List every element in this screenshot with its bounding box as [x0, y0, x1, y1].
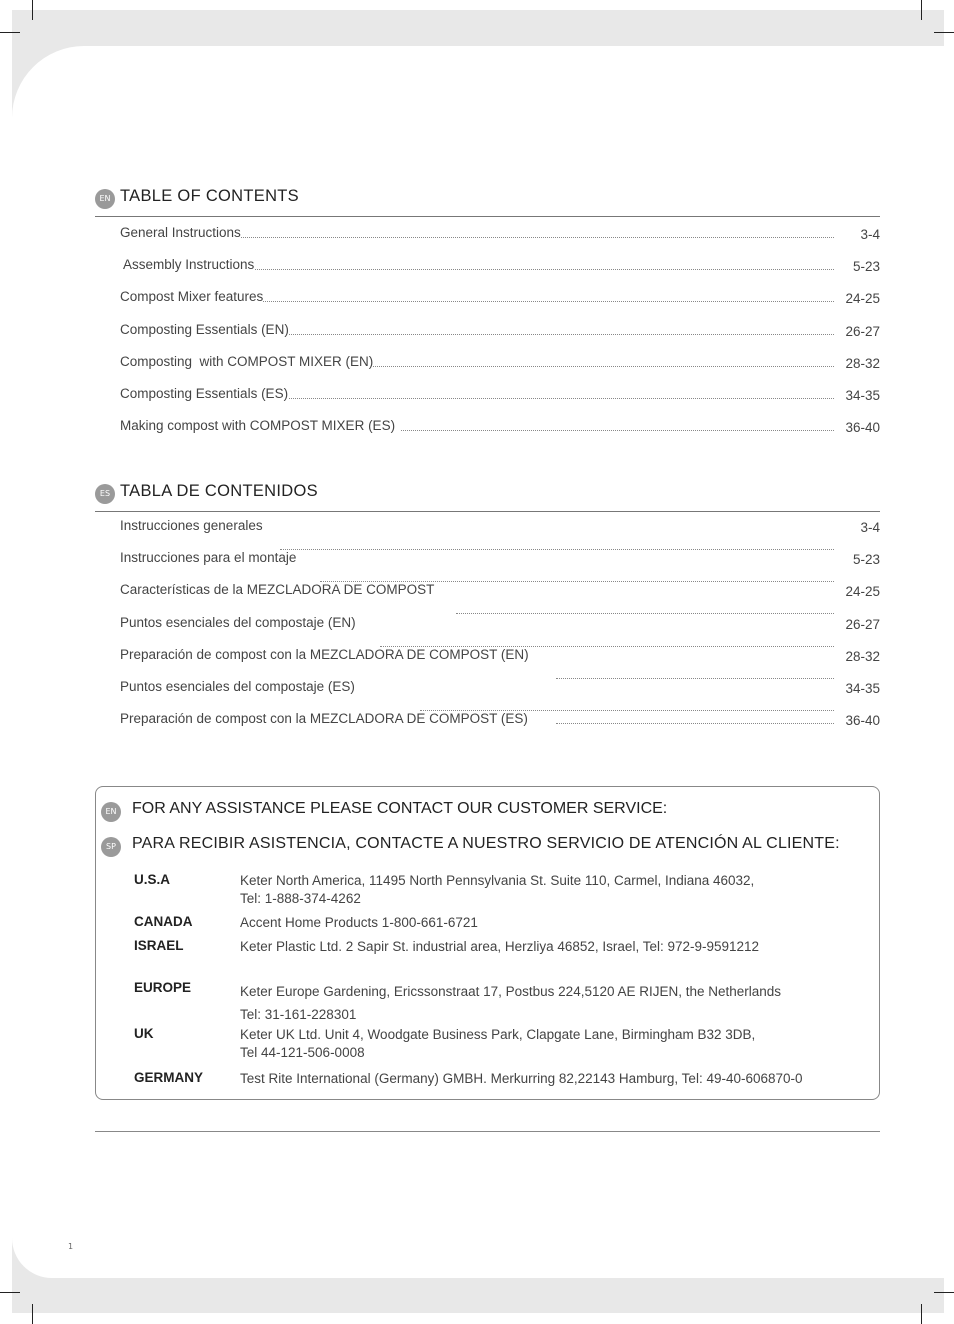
contact-info-line: Tel: 31-161-228301: [240, 1007, 357, 1022]
toc-entry-label: Compost Mixer features: [120, 289, 264, 305]
contact-heading-sp: PARA RECIBIR ASISTENCIA, CONTACTE A NUESTRO SERVICIO DE ATENCIÓN AL CLIENTE:: [132, 835, 840, 852]
toc-entry-label: Puntos esenciales del compostaje (EN): [120, 614, 356, 630]
toc-entry[interactable]: [120, 512, 880, 544]
toc-entry[interactable]: [120, 251, 880, 283]
toc-entry-label: Preparación de compost con la MEZCLADORA DE COMPOST (ES): [120, 711, 528, 727]
toc-en-section: [95, 182, 880, 444]
toc-en-list: [120, 219, 880, 444]
page-number: 1: [68, 1242, 74, 1251]
toc-es-list: [120, 512, 880, 737]
contact-info-line: Keter Europe Gardening, Ericssonstraat 17, Postbus 224,5120 AE RIJEN, the Netherlands: [240, 984, 782, 999]
toc-entry[interactable]: [120, 544, 880, 576]
crop-mark: [921, 1304, 922, 1324]
toc-entry-label: Assembly Instructions: [120, 257, 255, 273]
contact-info-line: Keter UK Ltd. Unit 4, Woodgate Business Park, Clapgate Lane, Birmingham B32 3DB,: [240, 1027, 756, 1042]
toc-entry-pages: 5-23: [852, 259, 880, 275]
crop-mark: [0, 32, 20, 33]
toc-entry-pages: 36-40: [845, 713, 880, 729]
toc-entry-pages: 26-27: [845, 616, 880, 632]
toc-entry-pages: 5-23: [852, 552, 880, 568]
contact-info-line: Tel: 1-888-374-4262: [240, 891, 361, 906]
toc-entry[interactable]: [120, 316, 880, 348]
toc-entry-pages: 28-32: [845, 355, 880, 371]
contact-info-line: Keter Plastic Ltd. 2 Sapir St. industrial area, Herzliya 46852, Israel, Tel: 972-9-9591212: [240, 939, 760, 954]
toc-entry-pages: 36-40: [845, 420, 880, 436]
contact-country: EUROPE: [134, 980, 192, 995]
crop-mark: [934, 32, 954, 33]
toc-en-title: TABLE OF CONTENTS: [120, 187, 299, 205]
bottom-divider: [95, 1131, 880, 1132]
contact-info: [240, 872, 754, 908]
crop-mark: [934, 1292, 954, 1293]
contact-info: [240, 980, 781, 1026]
toc-entry[interactable]: [120, 609, 880, 641]
toc-entry-label: Composting Essentials (ES): [120, 385, 289, 401]
contact-country: U.S.A: [134, 872, 171, 887]
contact-country: GERMANY: [134, 1070, 204, 1085]
toc-entry[interactable]: [120, 576, 880, 608]
toc-entry-label: Instrucciones para el montaje: [120, 550, 297, 566]
contact-info: [240, 938, 759, 956]
contact-info: [240, 1070, 803, 1088]
toc-entry-label: Preparación de compost con la MEZCLADORA DE COMPOST (EN): [120, 646, 529, 662]
contact-info-line: Keter North America, 11495 North Pennsylvania St. Suite 110, Carmel, Indiana 46032,: [240, 873, 755, 888]
toc-entry-pages: 24-25: [845, 291, 880, 307]
toc-entry[interactable]: [120, 283, 880, 315]
toc-entry-label: Composting Essentials (EN): [120, 321, 289, 337]
toc-entry-pages: 26-27: [845, 323, 880, 339]
toc-entry-label: Puntos esenciales del compostaje (ES): [120, 678, 355, 694]
toc-entry-pages: 28-32: [845, 648, 880, 664]
contact-info-line: Test Rite International (Germany) GMBH. Merkurring 82,22143 Hamburg, Tel: 49-40-606870-0: [240, 1071, 803, 1086]
crop-mark: [921, 0, 922, 20]
contact-info-line: Accent Home Products 1-800-661-6721: [240, 915, 478, 930]
toc-entry-pages: 34-35: [845, 680, 880, 696]
crop-mark: [32, 0, 33, 20]
toc-entry-pages: 34-35: [845, 387, 880, 403]
toc-entry-label: Instrucciones generales: [120, 518, 263, 533]
toc-es-header: [95, 477, 880, 512]
toc-entry[interactable]: [120, 641, 880, 673]
toc-en-header: [95, 182, 880, 217]
contact-info-line: Tel 44-121-506-0008: [240, 1045, 365, 1060]
toc-entry[interactable]: [120, 673, 880, 705]
toc-es-title: TABLA DE CONTENIDOS: [120, 482, 318, 500]
toc-entry-label: Características de la MEZCLADORA DE COMPOST: [120, 582, 435, 598]
toc-entry[interactable]: [120, 348, 880, 380]
contact-info: [240, 914, 478, 932]
toc-entry-label: Composting with COMPOST MIXER (EN): [120, 353, 374, 369]
toc-entry-pages: 3-4: [860, 520, 880, 535]
language-badge-en: EN: [95, 189, 115, 209]
contact-country: UK: [134, 1026, 154, 1041]
toc-entry[interactable]: [120, 412, 880, 444]
contact-heading-en: FOR ANY ASSISTANCE PLEASE CONTACT OUR CUSTOMER SERVICE:: [132, 800, 668, 817]
contact-country: CANADA: [134, 914, 193, 929]
customer-service-box: [95, 786, 880, 1100]
contact-country: ISRAEL: [134, 938, 184, 953]
toc-entry[interactable]: [120, 705, 880, 737]
toc-es-section: [95, 477, 880, 737]
toc-entry[interactable]: [120, 219, 880, 251]
language-badge-es: ES: [95, 484, 115, 504]
toc-entry-label: General Instructions: [120, 225, 241, 240]
contact-info: [240, 1026, 755, 1062]
toc-entry-pages: 24-25: [845, 584, 880, 600]
toc-entry[interactable]: [120, 380, 880, 412]
language-badge-en: EN: [101, 802, 121, 822]
toc-entry-pages: 3-4: [860, 227, 880, 242]
toc-entry-label: Making compost with COMPOST MIXER (ES): [120, 418, 401, 433]
crop-mark: [0, 1292, 20, 1293]
crop-mark: [32, 1304, 33, 1324]
language-badge-sp: SP: [101, 837, 121, 857]
